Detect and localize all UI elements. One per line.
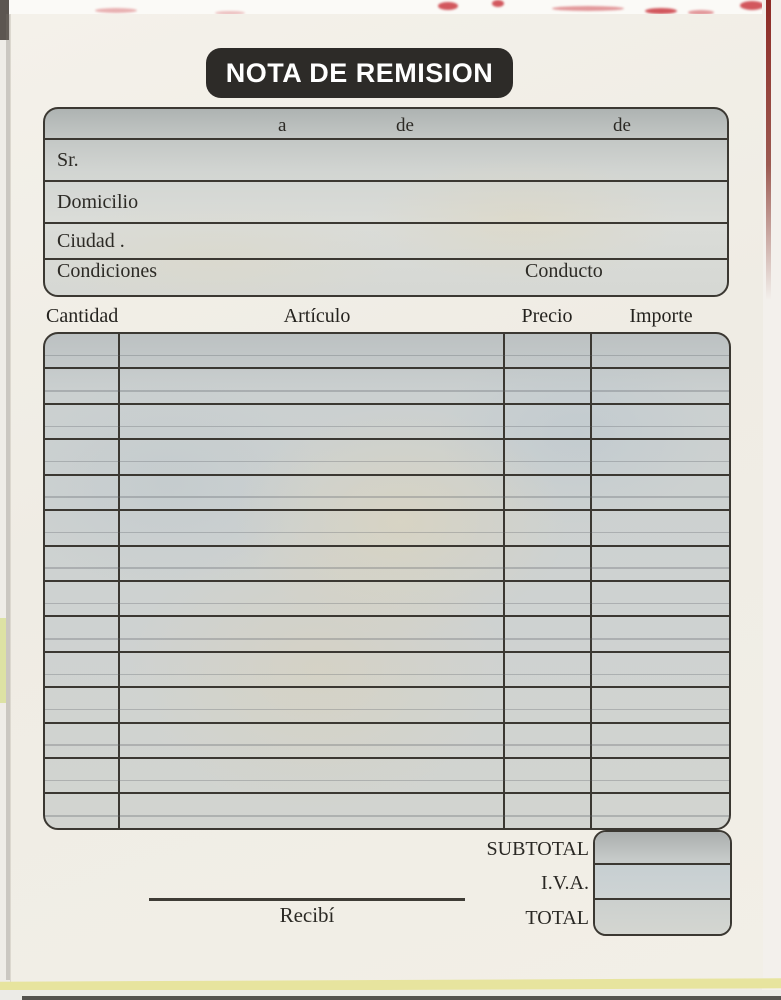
cell-art-r14: [120, 794, 505, 827]
carbon-ghost-line: [45, 461, 729, 463]
carbon-ghost-line: [45, 390, 729, 392]
red-ink-smudge: [438, 2, 458, 10]
recibi-label: Recibí: [279, 903, 335, 927]
table-row: [45, 724, 729, 759]
domicilio-label: Domicilio: [57, 190, 139, 213]
cell-imp-r2: [592, 369, 729, 402]
yellow-copy-sliver: [0, 618, 6, 703]
cell-imp-r5: [592, 476, 729, 509]
table-row: [45, 440, 729, 475]
ciudad-label: Ciudad .: [57, 229, 125, 252]
cell-imp-r1: [592, 334, 729, 367]
cell-pre-r12: [505, 724, 592, 757]
cell-imp-r14: [592, 794, 729, 827]
cell-art-r6: [120, 511, 505, 544]
nota-de-remision-page: [10, 14, 763, 983]
cell-cant-r3: [45, 405, 120, 438]
cell-pre-r2: [505, 369, 592, 402]
field-row-condiciones: [45, 260, 727, 283]
table-row: [45, 476, 729, 511]
conducto-label: Conducto: [525, 260, 603, 282]
sr-label: Sr.: [57, 148, 79, 171]
carbon-ghost-line: [45, 780, 729, 782]
carbon-ghost-line: [45, 709, 729, 711]
table-row: [45, 547, 729, 582]
date-word-de-1: de: [396, 115, 414, 136]
table-row: [45, 511, 729, 546]
cell-imp-r10: [592, 653, 729, 686]
cell-cant-r14: [45, 794, 120, 827]
carbon-ghost-line: [45, 744, 729, 746]
red-ink-smudge: [740, 1, 764, 10]
cell-cant-r7: [45, 547, 120, 580]
cell-pre-r4: [505, 440, 592, 473]
header-articulo: Artículo: [283, 305, 351, 327]
cell-art-r7: [120, 547, 505, 580]
carbon-ghost-line: [45, 355, 729, 357]
field-row-sr: [45, 140, 727, 182]
cell-imp-r3: [592, 405, 729, 438]
table-row: [45, 334, 729, 369]
cell-pre-r8: [505, 582, 592, 615]
header-importe: Importe: [629, 305, 693, 327]
condiciones-label: Condiciones: [57, 260, 157, 282]
red-ink-smudge: [552, 6, 624, 11]
table-row: [45, 653, 729, 688]
cell-art-r5: [120, 476, 505, 509]
cell-cant-r6: [45, 511, 120, 544]
cell-imp-r8: [592, 582, 729, 615]
cell-art-r12: [120, 724, 505, 757]
table-row: [45, 759, 729, 794]
header-cantidad: Cantidad: [46, 305, 119, 327]
cell-cant-r11: [45, 688, 120, 721]
cell-cant-r9: [45, 617, 120, 650]
subtotal-value-cell: [595, 832, 730, 865]
total-value-cell: [595, 900, 730, 934]
field-row-ciudad: [45, 224, 727, 260]
carbon-ghost-line: [45, 638, 729, 640]
cell-cant-r10: [45, 653, 120, 686]
date-word-a: a: [278, 115, 287, 136]
cell-imp-r6: [592, 511, 729, 544]
carbon-ghost-line: [45, 426, 729, 428]
cell-cant-r5: [45, 476, 120, 509]
cell-cant-r4: [45, 440, 120, 473]
cell-imp-r13: [592, 759, 729, 792]
table-row: [45, 369, 729, 404]
table-row: [45, 688, 729, 723]
cell-art-r13: [120, 759, 505, 792]
date-row: [45, 109, 727, 140]
cell-pre-r14: [505, 794, 592, 827]
form-title-plate: [206, 48, 513, 98]
form-title: NOTA DE REMISION: [225, 57, 494, 88]
cell-art-r9: [120, 617, 505, 650]
table-row: [45, 617, 729, 652]
table-header-row: [43, 305, 731, 331]
cell-pre-r3: [505, 405, 592, 438]
cell-art-r2: [120, 369, 505, 402]
pad-bottom-shadow: [22, 996, 781, 1000]
iva-label: I.V.A.: [541, 872, 589, 894]
cell-cant-r8: [45, 582, 120, 615]
iva-value-cell: [595, 865, 730, 900]
cell-pre-r1: [505, 334, 592, 367]
items-grid: [43, 332, 731, 830]
cell-cant-r2: [45, 369, 120, 402]
cell-art-r8: [120, 582, 505, 615]
header-precio: Precio: [521, 305, 573, 327]
cell-art-r3: [120, 405, 505, 438]
cell-pre-r13: [505, 759, 592, 792]
cell-pre-r11: [505, 688, 592, 721]
cell-imp-r9: [592, 617, 729, 650]
table-row: [45, 794, 729, 827]
subtotal-label: SUBTOTAL: [486, 838, 589, 860]
cell-imp-r7: [592, 547, 729, 580]
carbon-ghost-line: [45, 567, 729, 569]
cell-pre-r7: [505, 547, 592, 580]
table-row: [45, 405, 729, 440]
field-row-domicilio: [45, 182, 727, 224]
cell-imp-r12: [592, 724, 729, 757]
cell-pre-r10: [505, 653, 592, 686]
total-label: TOTAL: [525, 907, 589, 929]
table-row: [45, 582, 729, 617]
cell-art-r4: [120, 440, 505, 473]
cell-imp-r4: [592, 440, 729, 473]
cell-art-r11: [120, 688, 505, 721]
cell-pre-r6: [505, 511, 592, 544]
red-ink-smudge: [95, 8, 137, 13]
scan-right-margin: [762, 0, 781, 1000]
cell-pre-r9: [505, 617, 592, 650]
cell-cant-r1: [45, 334, 120, 367]
carbon-ghost-line: [45, 532, 729, 534]
signature-line: [149, 898, 465, 901]
totals-box: [593, 830, 732, 936]
carbon-ghost-line: [45, 603, 729, 605]
cell-cant-r13: [45, 759, 120, 792]
customer-info-box: [43, 107, 729, 297]
cell-art-r10: [120, 653, 505, 686]
date-word-de-2: de: [613, 115, 631, 136]
cell-pre-r5: [505, 476, 592, 509]
carbon-ghost-line: [45, 674, 729, 676]
pad-glue-edge: [766, 0, 771, 300]
carbon-ghost-line: [45, 815, 729, 817]
carbon-ghost-line: [45, 496, 729, 498]
red-ink-smudge: [492, 0, 504, 7]
cell-cant-r12: [45, 724, 120, 757]
cell-art-r1: [120, 334, 505, 367]
cell-imp-r11: [592, 688, 729, 721]
